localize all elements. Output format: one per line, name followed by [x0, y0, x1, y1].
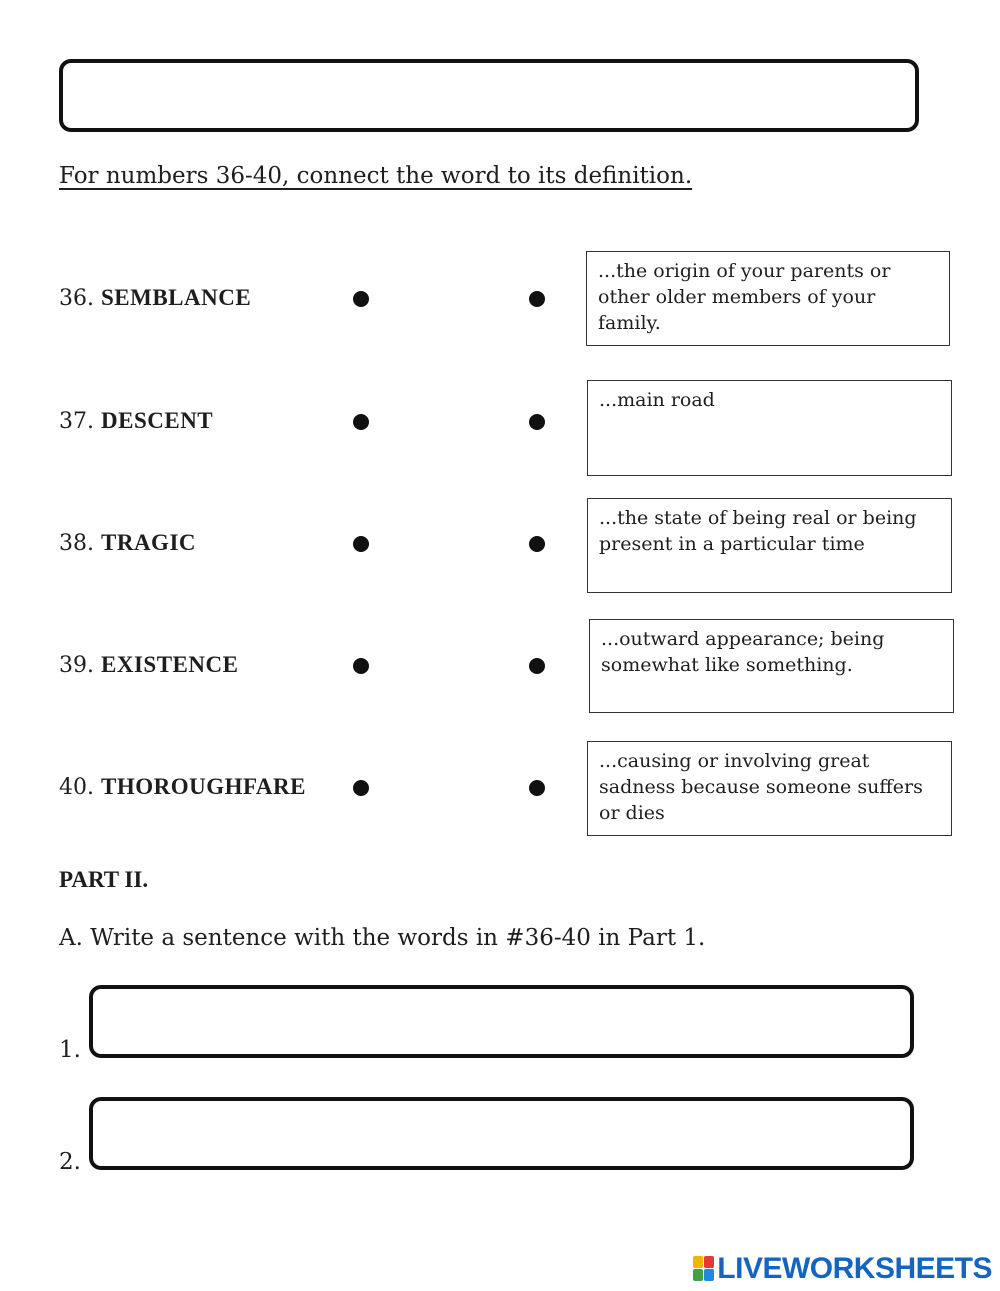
question-word: THOROUGHFARE	[101, 774, 306, 799]
right-connector-dot-3[interactable]	[529, 536, 545, 552]
question-40	[59, 774, 306, 800]
question-word: EXISTENCE	[101, 652, 239, 677]
question-number: 37.	[59, 409, 94, 434]
sentence-input-1[interactable]	[89, 985, 914, 1058]
liveworksheets-logo-icon	[693, 1256, 715, 1282]
sentence-input-2[interactable]	[89, 1097, 914, 1170]
part-ii-instruction: A. Write a sentence with the words in #36-40 in Part 1.	[59, 925, 706, 951]
question-38	[59, 530, 196, 556]
question-39	[59, 652, 238, 678]
left-connector-dot-40[interactable]	[353, 780, 369, 796]
question-number: 40.	[59, 775, 94, 800]
definition-box-2: ...main road	[587, 380, 952, 476]
top-answer-field[interactable]	[59, 59, 919, 132]
right-connector-dot-1[interactable]	[529, 291, 545, 307]
question-number: 38.	[59, 531, 94, 556]
question-37	[59, 408, 213, 434]
question-number: 36.	[59, 286, 94, 311]
left-connector-dot-37[interactable]	[353, 414, 369, 430]
right-connector-dot-4[interactable]	[529, 658, 545, 674]
question-word: SEMBLANCE	[101, 285, 252, 310]
right-connector-dot-5[interactable]	[529, 780, 545, 796]
part-ii-title: PART II.	[59, 867, 149, 892]
left-connector-dot-38[interactable]	[353, 536, 369, 552]
question-word: TRAGIC	[101, 530, 197, 555]
logo-text: LIVEWORKSHEETS	[717, 1252, 992, 1285]
right-connector-dot-2[interactable]	[529, 414, 545, 430]
liveworksheets-logo	[693, 1252, 992, 1286]
left-connector-dot-39[interactable]	[353, 658, 369, 674]
definition-box-5: ...causing or involving great sadness because someone suffers or dies	[587, 741, 952, 836]
answer-number-1: 1.	[59, 1037, 81, 1063]
matching-instruction: For numbers 36-40, connect the word to its definition.	[59, 163, 693, 189]
question-36	[59, 285, 251, 311]
definition-box-4: ...outward appearance; being somewhat like something.	[589, 619, 954, 713]
definition-box-3: ...the state of being real or being present in a particular time	[587, 498, 952, 593]
definition-box-1: ...the origin of your parents or other older members of your family.	[586, 251, 950, 346]
question-word: DESCENT	[101, 408, 214, 433]
question-number: 39.	[59, 653, 94, 678]
answer-number-2: 2.	[59, 1149, 81, 1175]
left-connector-dot-36[interactable]	[353, 291, 369, 307]
